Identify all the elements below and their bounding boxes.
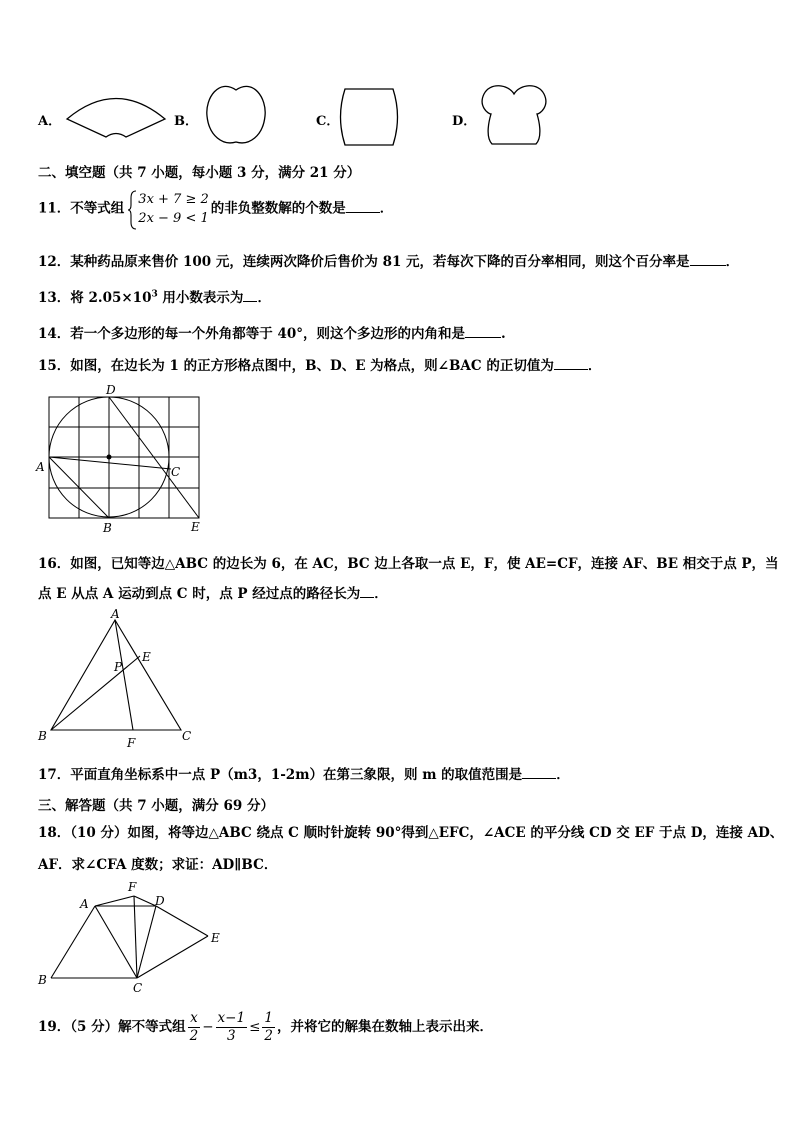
fig18-label-f: F — [128, 880, 137, 894]
fig16-label-c: C — [182, 729, 192, 743]
fig16-label-e: E — [142, 650, 151, 664]
fig16-label-p: P — [114, 660, 123, 674]
fig15-label-d: D — [106, 383, 116, 397]
q15-end: ． — [587, 358, 602, 374]
q16-line-2-text: 点 E 从点 A 运动到点 C 时，点 P 经过点的路径长为 — [38, 586, 361, 602]
question-17 — [38, 763, 570, 783]
question-13 — [38, 286, 271, 306]
q11-brace — [128, 190, 138, 230]
fig16-label-a: A — [111, 607, 120, 621]
figure-16-triangle — [36, 608, 208, 750]
question-19 — [38, 1010, 493, 1045]
question-18-line-1: 18．（10 分）如图，将等边△ABC 绕点 C 顺时针旋转 90°得到△EFC，∠ACE 的平分线 CD 交 EF 于点 D，连接 AD、 — [38, 825, 784, 841]
q14-end: . — [501, 326, 506, 342]
q17-text: 17．平面直角坐标系中一点 P（m3，1-2m）在第三象限，则 m 的取值范围是 — [38, 767, 523, 783]
q19-fraction-2 — [216, 1010, 248, 1045]
fig18-label-d: D — [155, 894, 165, 908]
q12-end: ． — [725, 254, 740, 270]
question-15 — [38, 354, 601, 374]
option-d-double-lobe-shape — [478, 84, 550, 148]
q13-prefix: 13．将 2.05×10 — [38, 290, 152, 306]
q19-frac3-num: 1 — [264, 1010, 273, 1026]
fig16-label-b: B — [38, 729, 47, 743]
question-14 — [38, 322, 506, 342]
fig18-label-e: E — [211, 931, 220, 945]
q14-answer-blank — [465, 325, 501, 338]
option-b-label: B． — [174, 114, 198, 129]
option-b-egg-shape — [205, 84, 267, 148]
option-a-label: A． — [38, 114, 62, 129]
fig15-label-c: C — [171, 465, 181, 479]
q19-frac1-num: x — [188, 1010, 201, 1028]
question-16-line-2 — [38, 582, 388, 602]
q19-suffix: ，并将它的解集在数轴上表示出来． — [276, 1019, 493, 1035]
fig15-label-b: B — [103, 521, 112, 535]
question-18-line-2: AF．求∠CFA 度数；求证：AD∥BC． — [38, 857, 278, 873]
q11-eq2: 2x − 9 < 1 — [138, 211, 209, 226]
option-a-fan-shape — [66, 92, 166, 140]
section-3-header: 三、解答题（共 7 小题，满分 69 分） — [38, 798, 274, 814]
q19-fraction-3 — [262, 1010, 275, 1045]
q12-text: 12．某种药品原来售价 100 元，连续两次降价后售价为 81 元，若每次下降的百分率相同，则这个百分率是 — [38, 254, 690, 270]
q15-text: 15．如图，在边长为 1 的正方形格点图中，B、D、E 为格点，则∠BAC 的正切值为 — [38, 358, 554, 374]
option-c-barrel-shape — [340, 86, 398, 148]
fig18-label-b: B — [38, 973, 47, 987]
q11-eq1: 3x + 7 ≥ 2 — [138, 192, 209, 207]
q19-minus: − — [202, 1019, 214, 1035]
fig18-label-c: C — [133, 981, 143, 995]
fig16-label-f: F — [127, 736, 136, 750]
q12-answer-blank — [690, 253, 726, 266]
q16-answer-blank — [360, 585, 374, 598]
q19-fraction-1 — [188, 1010, 201, 1045]
q19-frac2-den: 3 — [227, 1028, 236, 1044]
q15-answer-blank — [554, 357, 588, 370]
question-16-line-1: 16．如图，已知等边△ABC 的边长为 6，在 AC，BC 边上各取一点 E，F，使 AE=CF，连接 AF、BE 相交于点 P，当 — [38, 556, 779, 572]
q16-end: ． — [374, 586, 388, 602]
q11-end: ． — [379, 200, 394, 217]
q17-end: ． — [556, 767, 570, 783]
q11-suffix: 的非负整数解的个数是 — [210, 200, 346, 217]
q13-answer-blank — [243, 289, 257, 302]
figure-15-grid-circle — [36, 380, 212, 536]
fig15-label-e: E — [191, 520, 200, 534]
q11-inequality-system — [128, 190, 208, 228]
q17-answer-blank — [522, 766, 556, 779]
q11-prefix: 11．不等式组 — [38, 200, 125, 217]
q19-le: ≤ — [249, 1019, 261, 1035]
figure-18-rotation — [36, 878, 226, 996]
question-11 — [38, 190, 393, 228]
question-12 — [38, 250, 739, 270]
q19-frac1-den: 2 — [189, 1028, 199, 1044]
fig15-label-a: A — [36, 460, 45, 474]
q19-frac2-num: x−1 — [217, 1010, 246, 1026]
q13-exponent: 3 — [151, 289, 158, 300]
q14-text: 14．若一个多边形的每一个外角都等于 40°，则这个多边形的内角和是 — [38, 326, 466, 342]
q13-suffix: 用小数表示为 — [157, 290, 244, 306]
q11-answer-blank — [346, 200, 380, 213]
section-2-header: 二、填空题（共 7 小题，每小题 3 分，满分 21 分） — [38, 165, 361, 181]
option-d-label: D． — [452, 114, 477, 129]
option-c-label: C． — [316, 114, 340, 129]
q13-end: ． — [257, 290, 271, 306]
fig18-label-a: A — [80, 897, 89, 911]
q19-frac3-den: 2 — [264, 1028, 273, 1044]
q19-prefix: 19．（5 分）解不等式组 — [38, 1019, 186, 1035]
